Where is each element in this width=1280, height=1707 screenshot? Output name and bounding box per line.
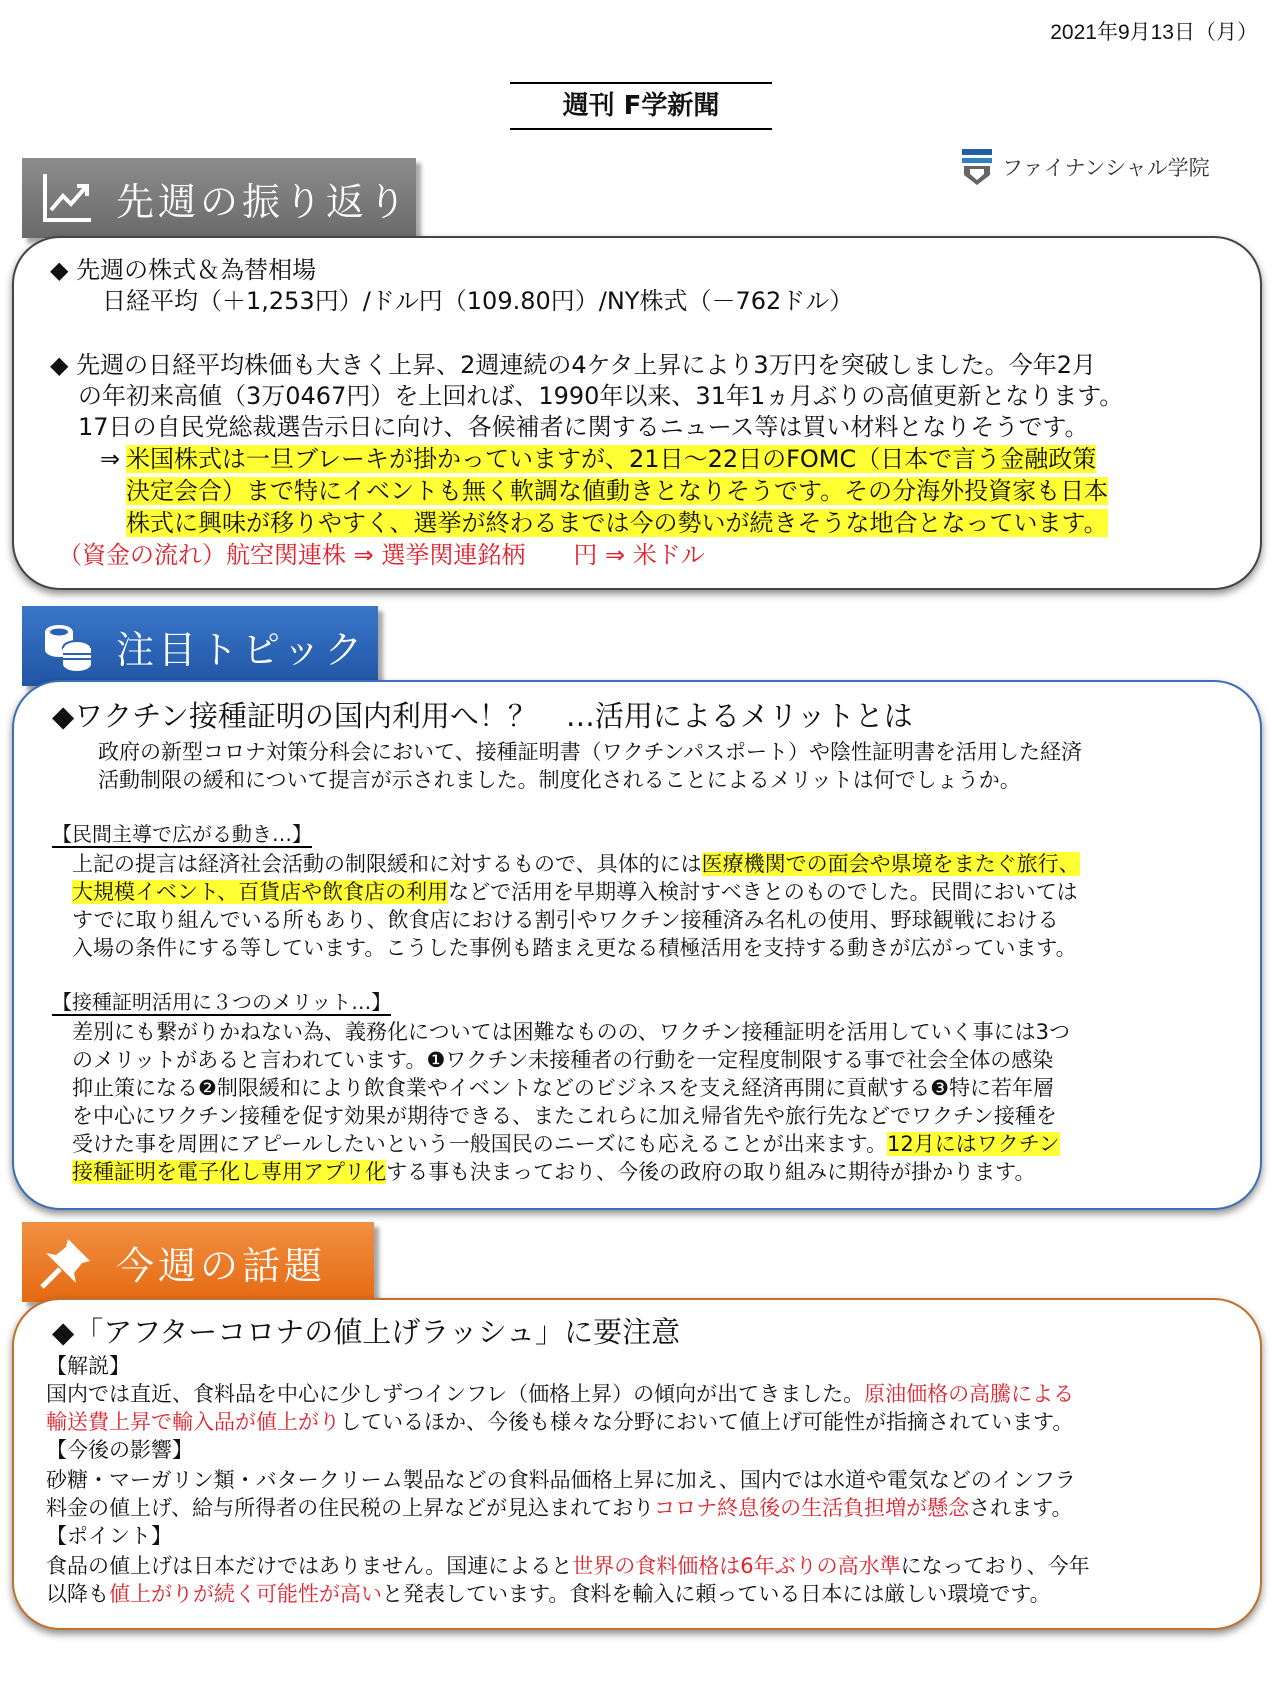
topic-intro-line: 政府の新型コロナ対策分科会において、接種証明書（ワクチンパスポート）や陰性証明書を活用した経済 bbox=[98, 740, 1083, 764]
paragraph-text: する事も決まっており、今後の政府の取り組みに期待が掛かります。 bbox=[386, 1160, 1036, 1184]
red-emphasis-text: コロナ終息後の生活負担増が懸念 bbox=[654, 1496, 970, 1520]
nikkei-text-line: の年初来高値（3万0467円）を上回れば、1990年以来、31年1ヵ月ぶりの高値更新となります。 bbox=[78, 382, 1124, 410]
topic-intro-line: 活動制限の緩和について提言が示されました。制度化されることによるメリットは何でしょうか。 bbox=[98, 768, 1021, 792]
highlight-text-line: 決定会合）まで特にイベントも無く軟調な値動きとなりそうです。その分海外投資家も日本 bbox=[126, 477, 1109, 505]
paragraph-text: などで活用を早期導入検討すべきとのものでした。民間においては bbox=[448, 880, 1078, 904]
paragraph-text: 抑止策になる❷制限緩和により飲食業やイベントなどのビジネスを支え経済再開に貢献する❸特に若年層 bbox=[72, 1076, 1055, 1100]
section-heading-text: 今週の話題 bbox=[116, 1243, 327, 1288]
paragraph-text: 上記の提言は経済社会活動の制限緩和に対するもので、具体的には bbox=[72, 852, 702, 876]
label-heading: 【今後の影響】 bbox=[46, 1438, 193, 1462]
paragraph-text: 入場の条件にする等しています。こうした事例も踏まえ更なる積極活用を支持する動きが広がっています。 bbox=[72, 936, 1077, 960]
pushpin-icon bbox=[36, 1231, 98, 1293]
logo-text: ファイナンシャル学院 bbox=[1002, 156, 1210, 180]
logo bbox=[960, 145, 1210, 189]
highlight-text: 接種証明を電子化し専用アプリ化 bbox=[72, 1160, 387, 1184]
highlight-text-line: 米国株式は一旦ブレーキが掛かっていますが、21日～22日のFOMC（日本で言う金融政策 bbox=[126, 445, 1097, 473]
paragraph-text: 差別にも繋がりかねない為、義務化については困難なものの、ワクチン接種証明を活用していく事には3つ bbox=[72, 1020, 1071, 1044]
paragraph-text: されます。 bbox=[969, 1496, 1073, 1520]
chart-up-icon bbox=[36, 167, 98, 229]
highlight-text: 12月にはワクチン bbox=[887, 1132, 1060, 1156]
paragraph-text: しているほか、今後も様々な分野において値上げ可能性が指摘されています。 bbox=[340, 1410, 1074, 1434]
section-heading-text: 先週の振り返り bbox=[116, 179, 411, 224]
red-emphasis-text: 世界の食料価格は6年ぶりの高水準 bbox=[572, 1554, 901, 1578]
paragraph-text: 食品の値上げは日本だけではありません。国連によると bbox=[46, 1554, 573, 1578]
paragraph-text: を中心にワクチン接種を促す効果が期待できる、またこれらに加え帰省先や旅行先などでワクチン接種を bbox=[72, 1104, 1057, 1128]
section-heading-text: 注目トピック bbox=[116, 627, 367, 672]
red-emphasis-text: 値上がりが続く可能性が高い bbox=[109, 1582, 382, 1606]
newsletter-title: 週刊 F学新聞 bbox=[510, 82, 772, 130]
nikkei-text-line: 17日の自民党総裁選告示日に向け、各候補者に関するニュース等は買い材料となりそうです。 bbox=[78, 413, 1089, 441]
paragraph-text: のメリットがあると言われています。❶ワクチン未接種者の行動を一定程度制限する事で社会全体の感染 bbox=[72, 1048, 1054, 1072]
paragraph-text: 以降も bbox=[46, 1582, 109, 1606]
subheading: 【接種証明活用に３つのメリット…】 bbox=[52, 990, 392, 1014]
section-header-this-week bbox=[22, 1222, 374, 1302]
nikkei-text-line: ◆ 先週の日経平均株価も大きく上昇、2週連続の4ケタ上昇により3万円を突破しました。今年2月 bbox=[50, 351, 1096, 379]
paragraph-text: 受けた事を周囲にアピールしたいという一般国民のニーズにも応えることが出来ます。 bbox=[72, 1132, 888, 1156]
highlight-text: 医療機関での面会や県境をまたぐ旅行、 bbox=[701, 852, 1080, 876]
issue-date: 2021年9月13日（月） bbox=[1050, 21, 1258, 44]
logo-mark-icon bbox=[960, 147, 994, 187]
arrow-symbol: ⇒ bbox=[100, 445, 121, 473]
red-emphasis-text: 原油価格の高騰による bbox=[864, 1382, 1075, 1406]
red-emphasis-text: 輸送費上昇で輸入品が値上がり bbox=[46, 1410, 340, 1434]
paragraph-text: 砂糖・マーガリン類・バタークリーム製品などの食料品価格上昇に加え、国内では水道や電気などのインフラ bbox=[46, 1468, 1076, 1492]
paragraph-text: 料金の値上げ、給与所得者の住民税の上昇などが見込まれており bbox=[46, 1496, 655, 1520]
paragraph-text: すでに取り組んでいる所もあり、飲食店における割引やワクチン接種済み名札の使用、野球観戦における bbox=[72, 908, 1059, 932]
section-header-topic bbox=[22, 606, 378, 686]
topic-title: ◆「アフターコロナの値上げラッシュ」に要注意 bbox=[52, 1315, 681, 1349]
subheading: 【民間主導で広がる動き…】 bbox=[52, 822, 312, 846]
paragraph-text: 国内では直近、食料品を中心に少しずつインフレ（価格上昇）の傾向が出てきました。 bbox=[46, 1382, 865, 1406]
label-heading: 【解説】 bbox=[46, 1354, 130, 1378]
highlight-text-line: 株式に興味が移りやすく、選挙が終わるまでは今の勢いが続きそうな地合となっています。 bbox=[126, 509, 1108, 537]
topic-title: ◆ワクチン接種証明の国内利用へ！？ …活用によるメリットとは bbox=[52, 699, 913, 733]
section-header-last-week bbox=[22, 158, 416, 238]
coins-icon bbox=[36, 615, 98, 677]
paragraph-text: と発表しています。食料を輸入に頼っている日本には厳しい環境です。 bbox=[382, 1582, 1051, 1606]
money-flow: （資金の流れ）航空関連株 ⇒ 選挙関連銘柄 円 ⇒ 米ドル bbox=[58, 541, 705, 569]
market-title: ◆ 先週の株式＆為替相場 bbox=[50, 256, 317, 284]
highlight-text: 大規模イベント、百貨店や飲食店の利用 bbox=[72, 880, 449, 904]
label-heading: 【ポイント】 bbox=[46, 1524, 172, 1548]
paragraph-text: になっており、今年 bbox=[900, 1554, 1090, 1578]
market-values: 日経平均（＋1,253円）/ドル円（109.80円）/NY株式（－762ドル） bbox=[102, 287, 854, 315]
